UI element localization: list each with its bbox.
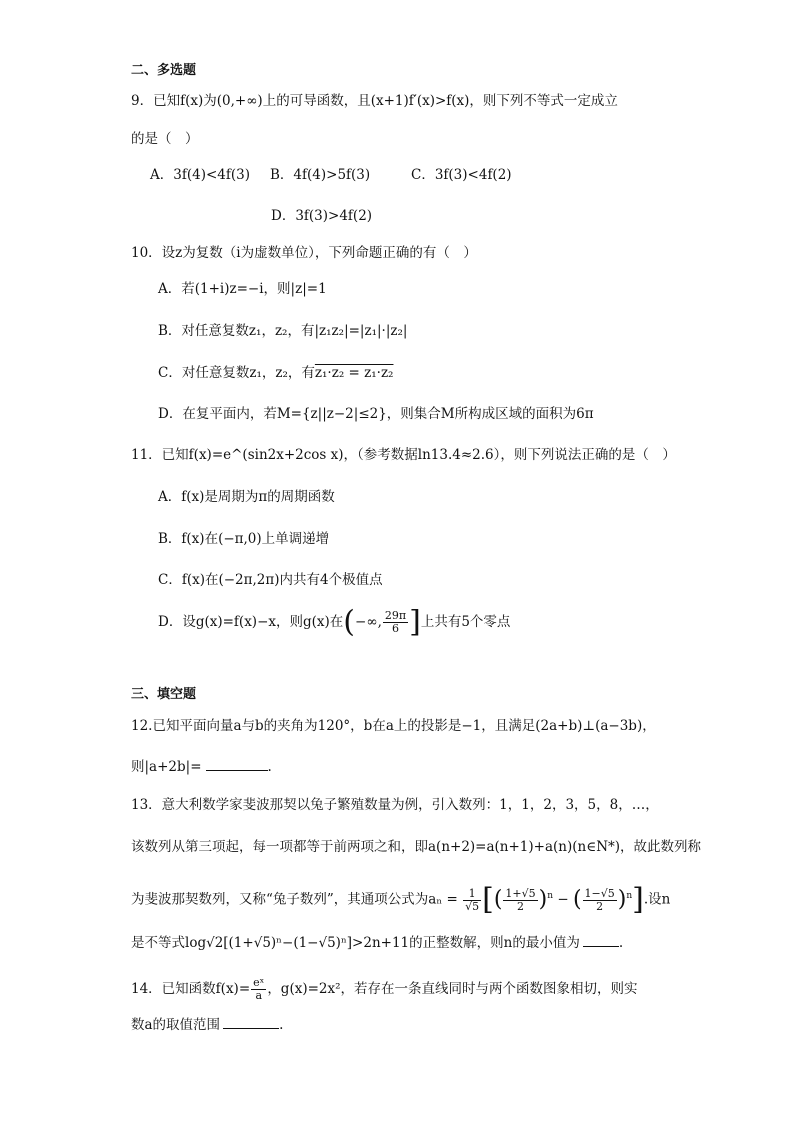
q9-option-b: B．4f(4)>5f(3) [270, 167, 371, 183]
q13-answer-blank[interactable] [583, 934, 619, 947]
q12-stem-line1: 12.已知平面向量a与b的夹角为120°，b在a上的投影是−1，且满足(2a+b)⊥(a−3b)， [131, 718, 656, 734]
q10-option-a: A．若(1+i)z=−i，则|z|=1 [158, 281, 327, 297]
q14-stem-line2: 数a的取值范围 . [131, 1017, 284, 1033]
q14-answer-blank[interactable] [223, 1016, 279, 1029]
q14-stem-line1: 14．已知函数f(x)= $\frac{\text{eˣ}}{a}$ ，g(x)=2x²，若存在一条直线同时与两个函数图象相切，则实 [131, 976, 638, 1002]
q11-option-c: C．f(x)在(−2π,2π)内共有4个极值点 [158, 572, 383, 588]
q11-option-a: A．f(x)是周期为π的周期函数 [158, 489, 335, 505]
q10-option-b: B．对任意复数z₁，z₂，有|z₁z₂|=|z₁|·|z₂| [158, 323, 408, 339]
section-title-fill-in: 三、填空题 [131, 687, 197, 702]
q13-stem-line1: 13．意大利数学家斐波那契以兔子繁殖数量为例，引入数列：1，1，2，3，5，8，…， [131, 797, 659, 813]
q11-option-d-fraction: $\frac{29\pi}{6}$ [384, 609, 407, 635]
q11-option-b: B．f(x)在(−π,0)上单调递增 [158, 531, 330, 547]
q11-option-d: D．设g(x)=f(x)−x，则g(x)在(−∞, $\frac{29\pi}{6}$ ]上共有5个零点 [158, 604, 511, 640]
q12-stem-line2: 则|a+2b|= . [131, 759, 272, 775]
q9-option-d: D．3f(3)>4f(2) [271, 208, 373, 224]
q13-stem-line2: 该数列从第三项起，每一项都等于前两项之和，即a(n+2)=a(n+1)+a(n)(n∈N*)，故此数列称 [131, 839, 702, 855]
q9-stem-line1: 9．已知f(x)为(0,+∞)上的可导函数，且(x+1)f′(x)>f(x)，则下列不等式一定成立 [131, 93, 618, 109]
q13-stem-line3: 为斐波那契数列，又称“兔子数列”，其通项公式为aₙ = $\frac{1}{√5}$ [( $\frac{1+√5}{2}$ )$^n$ − ( $\frac{1-√5}{2}$ )$^n$].设n [131, 882, 671, 917]
q9-option-c: C．3f(3)<4f(2) [411, 167, 512, 183]
section-title-multiple-choice: 二、多选题 [131, 63, 197, 78]
q10-option-c: C．对任意复数z₁，z₂，有z₁·z₂ = z₁·z₂ [158, 365, 394, 381]
q9-option-a: A．3f(4)<4f(3) [150, 167, 250, 183]
q13-stem-line4: 是不等式log√2[(1+√5)ⁿ−(1−√5)ⁿ]>2n+11的正整数解，则n的最小值为 . [131, 935, 624, 951]
q10-option-d: D．在复平面内，若M={z||z−2|≤2}，则集合M所构成区域的面积为6π [158, 406, 594, 422]
q10-stem: 10．设z为复数（i为虚数单位），下列命题正确的有（ ） [131, 245, 477, 261]
q12-answer-blank[interactable] [206, 758, 268, 771]
q11-stem: 11．已知f(x)=e^(sin2x+2cos x)，（参考数据ln13.4≈2.6），则下列说法正确的是（ ） [131, 447, 676, 463]
q9-stem-line2: 的是（ ） [131, 131, 199, 147]
